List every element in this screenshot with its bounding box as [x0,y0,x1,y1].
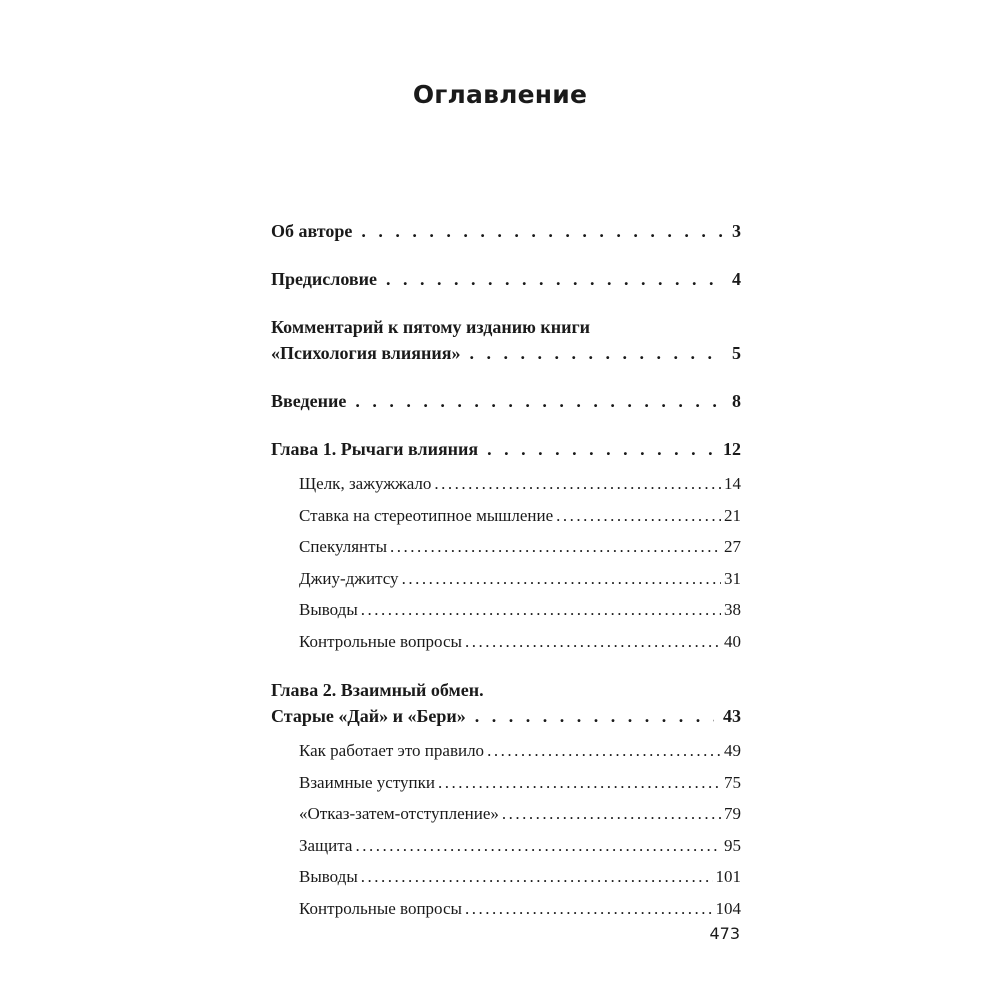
toc-section-item [299,767,741,799]
section-title: Контрольные вопросы [299,631,462,651]
chapter-title-line1: Глава 2. Взаимный обмен. [271,680,484,700]
toc-entry-title: Об авторе [271,221,353,241]
toc-entry-title-line1: Комментарий к пятому изданию книги [271,317,591,337]
dot-leader [361,218,723,244]
section-title: Спекулянты [299,537,388,556]
toc-section-item [299,830,741,862]
dot-leader [434,468,721,500]
toc-section-item [299,893,741,925]
dot-leader [556,500,721,532]
toc-entry-preface [271,266,741,292]
chapter-page: 43 [723,706,741,726]
dot-leader [470,340,724,366]
toc-entry-page: 3 [732,221,741,241]
section-title: Как работает это правило [299,741,485,760]
chapter-page: 12 [723,439,741,459]
toc-entry-title: «Психология влияния» [271,343,461,363]
section-page: 101 [715,867,741,886]
page-title: Оглавление [412,80,588,109]
dot-leader [390,531,721,563]
dot-leader [386,266,723,292]
section-title: Защита [299,835,353,855]
section-page: 14 [724,474,741,493]
section-title: Взаимные уступки [299,772,435,792]
toc-entry-intro [271,388,741,414]
page-number: 473 [709,924,740,943]
toc-section-item [299,563,741,595]
dot-leader [465,893,713,925]
toc-section-item [299,735,741,767]
section-title: Ставка на стереотипное мышление [299,505,554,525]
toc-entry-comment [271,314,741,366]
toc-section-item [299,626,741,658]
toc-section-item [299,531,741,563]
dot-leader [402,563,721,595]
section-page: 31 [724,568,741,588]
section-page: 38 [724,600,741,619]
section-title: Джиу-джитсу [299,568,399,588]
toc-section-item [299,468,741,500]
toc-entry-title: Предисловие [271,269,377,289]
dot-leader [475,703,714,729]
toc-entry-page: 4 [732,269,741,289]
toc-section-item [299,500,741,532]
toc-entry-page: 8 [732,391,741,411]
dot-leader [361,594,721,626]
toc-entry-title: Введение [271,391,347,411]
section-page: 49 [724,741,741,760]
table-of-contents [271,218,741,944]
chapter-1-sections [299,468,741,657]
toc-chapter-2 [271,677,741,729]
chapter-2-sections [299,735,741,924]
section-title: Щелк, зажужжало [299,474,432,493]
dot-leader [361,861,713,893]
section-title: «Отказ-затем-отступление» [299,804,499,823]
dot-leader [465,626,721,658]
section-page: 40 [724,631,741,651]
section-page: 21 [724,505,741,525]
section-title: Выводы [299,600,358,619]
toc-section-item [299,594,741,626]
section-page: 75 [724,772,741,792]
dot-leader [487,735,721,767]
dot-leader [355,388,723,414]
section-page: 104 [715,898,741,918]
toc-section-item [299,798,741,830]
toc-section-item [299,861,741,893]
chapter-title: Старые «Дай» и «Бери» [271,706,466,726]
section-title: Выводы [299,867,358,886]
chapter-title: Глава 1. Рычаги влияния [271,439,479,459]
dot-leader [438,767,721,799]
toc-entry-page: 5 [732,343,741,363]
dot-leader [487,436,714,462]
section-page: 79 [724,804,741,823]
section-title: Контрольные вопросы [299,898,462,918]
section-page: 27 [724,537,741,556]
dot-leader [355,830,721,862]
section-page: 95 [724,835,741,855]
toc-chapter-1 [271,436,741,462]
dot-leader [502,798,721,830]
toc-entry-about [271,218,741,244]
